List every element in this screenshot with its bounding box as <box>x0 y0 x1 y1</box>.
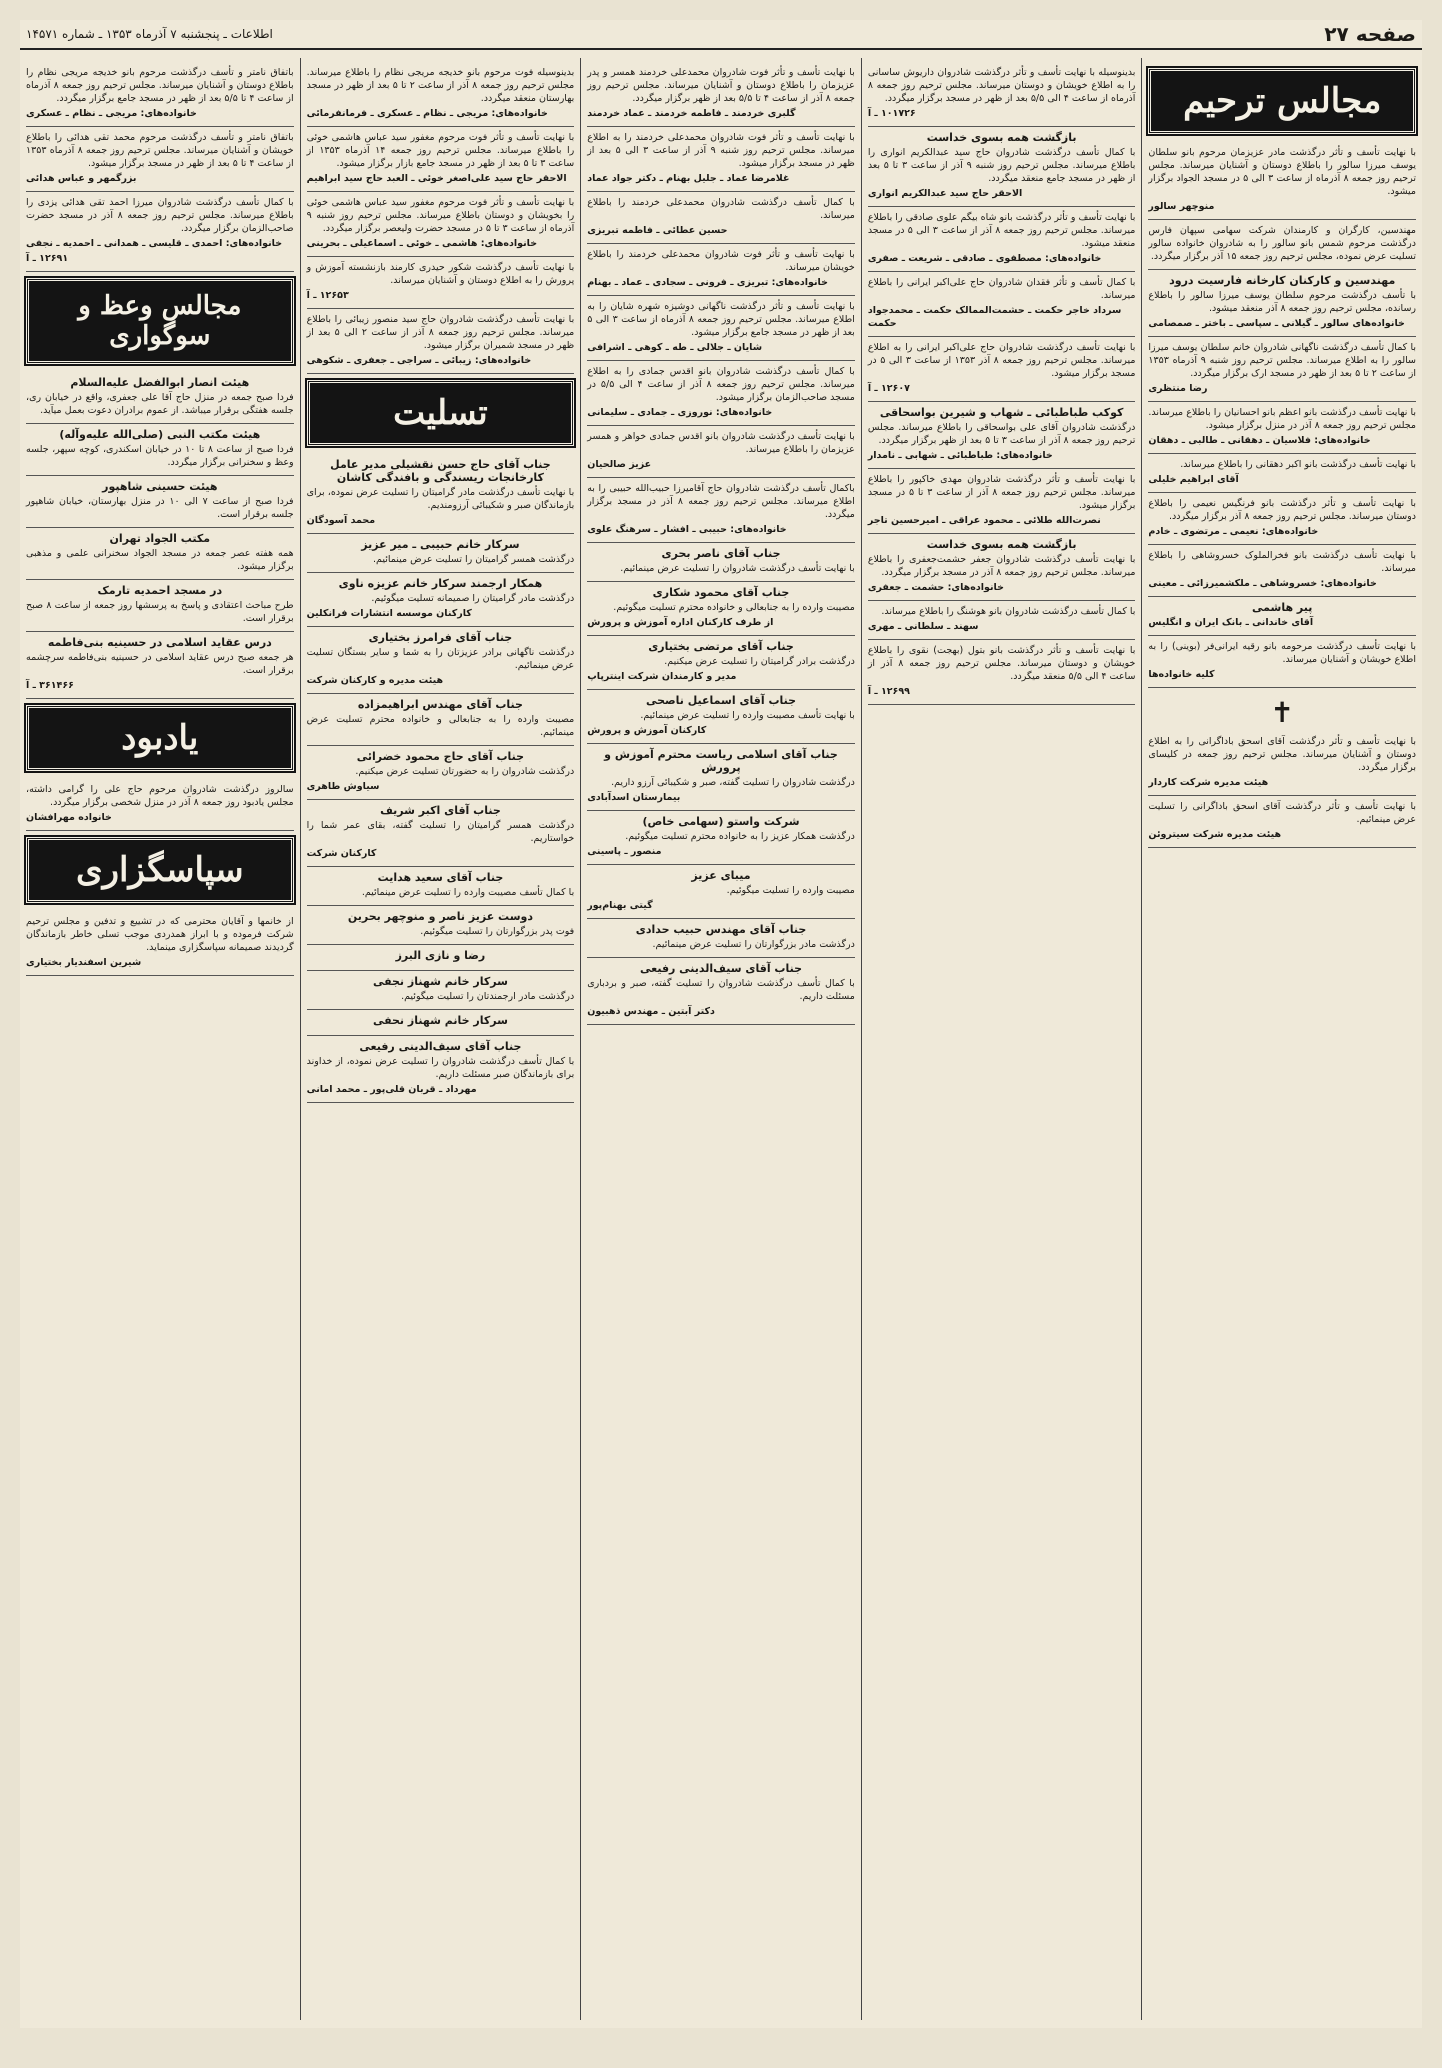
condolence-title: جناب آقای اسماعیل ناصحی <box>645 694 797 707</box>
notice <box>26 192 294 272</box>
notice <box>868 207 1136 272</box>
condolence-title: جناب آقای سعید هدایت <box>377 871 504 884</box>
notice-signature: ۱۲۶۵۳ ـ آ <box>306 290 349 301</box>
condolence-title: جناب آقای محمود شکاری <box>652 586 790 599</box>
notice-title: پیر هاشمی <box>1252 601 1313 614</box>
condolence <box>307 1010 575 1036</box>
notice <box>1148 142 1416 220</box>
notice-text: بدینوسیله با نهایت تأسف و تأثر درگذشت شادروان داریوش ساسانی را به اطلاع خویشان و دوستان میرساند. مجلس ترحیم روز جمعه ۸ آذرماه از ساعت ۴ الی ۵/۵ بعد از ظهر در مسجد برگزار میگردد. <box>867 67 1136 104</box>
notice-text: با نهایت تأسف درگذشت بانو فخرالملوک خسروشاهی را باطلاع میرساند. <box>1148 550 1416 574</box>
condolence-text: فوت پدر بزرگوارتان را تسلیت میگوئیم. <box>420 926 575 937</box>
condolence-text: درگذشت مادر گرامیتان را صمیمانه تسلیت میگوئیم. <box>371 593 575 604</box>
thanks-text: از خانمها و آقایان محترمی که در تشییع و تدفین و مجلس ترحیم شرکت فرموده و با ابراز همدردی موجب تسلی خاطر بازماندگان گردیدند صمیمانه سپاسگزاری مینماید. <box>26 916 294 953</box>
notice-signature: بزرگمهر و عباس هدائی <box>26 173 137 184</box>
condolence-signature: سیاوش طاهری <box>306 781 380 792</box>
notice-text: با نهایت تأسف درگذشت شادروان بانو اقدس جمادی خواهر و همسر عزیزمان را باطلاع میرساند. <box>587 431 855 455</box>
notice <box>307 309 575 374</box>
notice <box>307 257 575 309</box>
notice <box>587 62 855 127</box>
condolence-text: درگذشت مادر بزرگوارتان را تسلیت عرض مینمائیم. <box>652 939 855 950</box>
notice-signature: هیئت مدیره شرکت سیتروئن <box>1148 829 1282 840</box>
condolence-signature: مهرداد ـ قربان قلی‌پور ـ محمد امانی <box>306 1084 477 1095</box>
condolence-signature: هیئت مدیره و کارکنان شرکت <box>306 675 444 686</box>
notice-signature: خانواده‌های: تبریزی ـ فرونی ـ سجادی ـ عماد ـ بهنام <box>587 277 828 288</box>
condolence <box>307 694 575 746</box>
notice-text: با نهایت تأسف و تأثر درگذشت مادر عزیزمان مرحوم بانو سلطان یوسف میرزا سالور را باطلاع دوستان و آشنایان میرساند. مجلس ترحیم روز جمعه ۸ آذرماه از ساعت ۳ الی ۵ در مسجد الجواد برگزار میشود. <box>1148 147 1417 197</box>
memorial-text: سالروز درگذشت شادروان مرحوم حاج علی را گرامی داشته، مجلس یادبود روز جمعه ۸ آذر در منزل شخصی برگزار میگردد. <box>26 784 294 808</box>
condolence-title: جناب آقای سیف‌الدینی رفیعی <box>639 962 803 975</box>
condolence-title: جناب آقای فرامرز بختیاری <box>368 631 513 644</box>
condolence-text: درگذشت ناگهانی برادر عزیزتان را به شما و سایر بستگان تسلیت عرض مینمائیم. <box>306 647 575 671</box>
condolence <box>307 454 575 534</box>
banner-sepasgozari: سپاسگزاری <box>26 837 294 903</box>
notice <box>1148 731 1416 796</box>
notice-text: با نهایت تأسف درگذشت شکور حیدری کارمند بازنشسته آموزش و پرورش را به اطلاع دوستان و آشنایان میرساند. <box>306 262 575 286</box>
notice-text: بدینوسیله فوت مرحوم بانو خدیجه مریجی نظام را باطلاع میرساند. مجلس ترحیم روز جمعه ۸ آذر از ساعت ۲ تا ۵ بعد از ظهر در مسجد بهارستان منعقد میگردد. <box>306 67 575 104</box>
condolence <box>587 690 855 744</box>
memorial-notice <box>26 779 294 831</box>
sermon-code: ۳۶۱۴۶۶ ـ آ <box>26 680 74 691</box>
notice-signature: ۱۲۶۹۹ ـ آ <box>867 686 910 697</box>
notice-signature: آقای خاندانی ـ بانک ایران و انگلیس <box>1148 617 1314 628</box>
banner-yadbood: یادبود <box>26 705 294 771</box>
condolence-text: با کمال تأسف مصیبت وارده را تسلیت عرض مینمائیم. <box>361 887 575 898</box>
condolence-text: درگذشت شادروان را به حضورتان تسلیت عرض میکنیم. <box>355 766 575 777</box>
notice-signature: خانواده‌های: نوروزی ـ جمادی ـ سلیمانی <box>587 407 773 418</box>
condolence <box>587 958 855 1025</box>
notice-text: باکمال تأسف درگذشت شادروان حاج آقامیرزا حبیب‌الله حبیبی را به اطلاع میرساند. مجلس ترحیم روز جمعه ۸ آذر در مسجد برگزار میگردد. <box>587 483 855 520</box>
sermon-title: هیئت مکتب النبی (صلی‌الله علیه‌وآله) <box>59 428 261 441</box>
notice-text: مهندسین، کارگران و کارمندان شرکت سهامی سپهان فارس درگذشت مرحوم شمس بانو سالور را به شادروان خانواده سالور تسلیت عرض نموده، مجلس ترحیم روز جمعه ۱۵ آذر برگزار میگردد. <box>1148 225 1416 262</box>
notice <box>868 402 1136 469</box>
notice <box>1148 402 1416 454</box>
notice <box>868 640 1136 705</box>
notice-signature: خانواده‌های: حشمت ـ جعفری <box>867 582 1004 593</box>
notice-signature: عزیز صالحیان <box>587 459 652 470</box>
notice-text: با نهایت تأسف و تأثر فوت شادروان محمدعلی خردمند را باطلاع خویشان میرساند. <box>587 249 855 273</box>
notice-signature: خانواده‌های: احمدی ـ قلیسی ـ همدانی ـ احمدیه ـ نجفی <box>26 238 283 249</box>
notice-title: مهندسین و کارکنان کارخانه فارسیت درود <box>1169 274 1396 287</box>
notice-signature: گلبری خردمند ـ فاطمه خردمند ـ عماد خردمند <box>587 108 796 119</box>
notice-signature: رضا منتظری <box>1148 383 1208 394</box>
notice-text: با نهایت تأسف و تأثر درگذشت ناگهانی دوشیزه شهره شایان را به اطلاع میرساند. مجلس ترحیم روز جمعه ۸ آذرماه از ساعت ۳ الی ۵ بعد از ظهر در مسجد جامع برگزار میشود. <box>587 301 855 338</box>
condolence <box>587 919 855 958</box>
column-4 <box>861 58 1142 2020</box>
notice-signature: خانواده‌های: هاشمی ـ خوئی ـ اسماعیلی ـ بحرینی <box>306 238 538 249</box>
dateline: اطلاعات ـ پنجشنبه ۷ آذرماه ۱۳۵۳ ـ شماره ۱۴۵۷۱ <box>26 27 273 41</box>
condolence <box>307 534 575 573</box>
notice-title: کوکب طباطبائی ـ شهاب و شیرین بواسحاقی <box>879 406 1124 419</box>
memorial-signature: خانواده مهرافشان <box>26 812 112 823</box>
sermon-text: طرح مباحث اعتقادی و پاسخ به پرسشها روز جمعه از ساعت ۸ صبح برقرار است. <box>26 600 294 624</box>
notice <box>1148 597 1416 636</box>
condolence-title: میبای عزیز <box>691 869 751 882</box>
notice-text: با کمال تأسف درگذشت ناگهانی شادروان خانم سلطان یوسف میرزا سالور را به اطلاع میرساند. مجلس ترحیم روز شنبه ۹ آذرماه ۱۳۵۳ از ساعت ۲ تا ۵ بعد از ظهر در مسجد ارک برگزار میگردد. <box>1148 342 1416 379</box>
sermon-notice <box>26 372 294 424</box>
notice-signature: خانواده‌های: مریجی ـ نظام ـ عسکری <box>26 108 197 119</box>
notice <box>587 426 855 478</box>
sermon-notice <box>26 632 294 699</box>
notice-text: با نهایت تأسف درگذشت شادروان حاج علی‌اکبر ایرانی را به اطلاع میرساند. مجلس ترحیم روز جمعه ۸ آذر ۱۳۵۳ از ساعت ۳ الی ۵ در مسجد برگزار میشود. <box>867 342 1136 379</box>
condolence-text: درگذشت برادر گرامیتان را تسلیت عرض میکنیم. <box>664 656 855 667</box>
notice <box>587 478 855 543</box>
notice <box>587 296 855 361</box>
condolence <box>587 744 855 811</box>
notice-signature: ۱۲۶۰۷ ـ آ <box>867 383 910 394</box>
condolence-signature: مدیر و کارمندان شرکت اینترپاپ <box>587 671 737 682</box>
sermon-text: هر جمعه صبح درس عقاید اسلامی در حسینیه بنی‌فاطمه سرچشمه برقرار است. <box>26 652 294 676</box>
notice <box>26 62 294 127</box>
thanks-signature: شیرین اسفندیار بختیاری <box>26 957 142 968</box>
condolence <box>307 746 575 800</box>
notice <box>868 469 1136 534</box>
condolence-signature: کارکنان شرکت <box>306 848 377 859</box>
notice-signature: خانواده‌های: فلاسیان ـ دهقانی ـ طالبی ـ دهقان <box>1148 435 1371 446</box>
notice-text: با کمال تأسف درگذشت شادروان بانو اقدس جمادی را به اطلاع میرساند. مجلس ترحیم روز جمعه ۸ آذر از ساعت ۴ الی ۵/۵ در مسجد صاحب‌الزمان برگزار میشود. <box>587 366 855 403</box>
notice <box>868 62 1136 127</box>
notice-text: درگذشت شادروان آقای علی بواسحاقی را باطلاع میرساند. مجلس ترحیم روز جمعه ۸ آذر از ساعت ۳ تا ۵ بعد از ظهر برگزار میگردد. <box>867 422 1136 446</box>
page-number: صفحه ۲۷ <box>1324 22 1416 46</box>
condolence-text: درگذشت همسر گرامیتان را تسلیت گفته، بقای عمر شما را خواستاریم. <box>306 820 575 844</box>
condolence-text: مصیبت وارده را به جنابعالی و خانواده محترم تسلیت عرض مینمائیم. <box>306 714 575 738</box>
notice <box>868 127 1136 207</box>
condolence-title: جناب آقای حاج محمود خضرائی <box>356 750 525 763</box>
notice <box>587 244 855 296</box>
notice-signature: خانواده‌های: خسروشاهی ـ ملکشمیرزائی ـ معینی <box>1148 578 1377 589</box>
notice <box>868 534 1136 601</box>
notice-text: با نهایت تأسف و تأثر درگذشت بانو شاه بیگم علوی صادقی را باطلاع میرساند. مجلس ترحیم روز جمعه ۸ آذر از ساعت ۳ الی ۵ در مسجد منعقد میشود. <box>867 212 1136 249</box>
condolence-text: با کمال تأسف درگذشت شادروان را تسلیت عرض نموده، از خداوند برای بازماندگان صبر مسئلت داریم. <box>306 1056 575 1080</box>
notice-signature: خانواده‌های: طباطبائی ـ شهابی ـ نامدار <box>867 450 1053 461</box>
sermon-text: فردا صبح از ساعت ۷ الی ۱۰ در منزل بهارستان، خیابان شاهپور جلسه برقرار است. <box>26 496 294 520</box>
condolence-text: با نهایت تأسف مصیبت وارده را تسلیت عرض مینمائیم. <box>640 710 855 721</box>
notice-signature: هیئت مدیره شرکت کاردار <box>1148 777 1269 788</box>
notice-signature: سرداد خاجر حکمت ـ حشمت‌الممالک حکمت ـ محمدجواد حکمت <box>867 305 1122 329</box>
notice-text: با تأسف درگذشت مرحوم سلطان یوسف میرزا سالور را باطلاع رسانده، مجلس ترحیم روز جمعه ۸ آذر منعقد میشود. <box>1148 290 1416 314</box>
notice-text: با نهایت تأسف و تأثر فوت شادروان محمدعلی خردمند را به اطلاع میرساند. مجلس ترحیم روز شنبه ۹ آذر از ساعت ۳ الی ۵ بعد از ظهر در مسجد برگزار میشود. <box>587 132 855 169</box>
condolence <box>307 906 575 945</box>
column-3 <box>580 58 861 2020</box>
sermon-title: هیئت انصار ابوالفضل علیه‌السلام <box>70 376 250 389</box>
notice-signature: الاحقر حاج سید عبدالکریم انواری <box>867 188 1023 199</box>
condolence-signature: کارکنان آموزش و پرورش <box>587 725 707 736</box>
sermon-text: همه هفته عصر جمعه در مسجد الجواد سخنرانی علمی و مذهبی برگزار میشود. <box>26 548 294 572</box>
sermon-title: مکتب الجواد تهران <box>109 532 211 545</box>
condolence-title: شرکت واستو (سهامی خاص) <box>642 815 800 828</box>
notice-signature: حسین عطائی ـ فاطمه تبریزی <box>587 225 728 236</box>
sermon-title: در مسجد احمدیه تارمک <box>97 584 223 597</box>
condolence <box>307 627 575 694</box>
condolence-title: همکار ارجمند سرکار خانم عزیزه ناوی <box>338 577 543 590</box>
notice-text: با کمال تأسف درگذشت شادروان میرزا احمد تقی هدائی یزدی را باطلاع میرساند. مجلس ترحیم روز جمعه ۸ آذر در مسجد حضرت صاحب‌الزمان برگزار میگردد. <box>26 197 294 234</box>
notice <box>587 361 855 426</box>
condolence <box>587 636 855 690</box>
notice-title: بازگشت همه بسوی خداست <box>926 538 1077 551</box>
banner-tasliyat: تسلیت <box>307 380 575 446</box>
sermon-notice <box>26 528 294 580</box>
notice-signature: سهند ـ سلطانی ـ مهری <box>867 621 979 632</box>
notice <box>1148 220 1416 270</box>
notice-title: بازگشت همه بسوی خداست <box>926 131 1077 144</box>
sermon-text: فردا صبح از ساعت ۸ تا ۱۰ در خیابان اسکندری، کوچه سپهر، جلسه وعظ و سخنرانی برگزار میگردد. <box>26 444 294 468</box>
condolence-title: سرکار خانم شهناز نحفی <box>372 1014 508 1027</box>
notice-text: با نهایت تأسف درگذشت بانو اعظم بانو احسانیان را باطلاع میرساند. مجلس ترحیم روز جمعه ۸ آذر در منزل برگزار میشود. <box>1148 407 1416 431</box>
column-1 <box>20 58 300 2020</box>
condolence <box>587 543 855 582</box>
notice-text: با نهایت تأسف و تأثر فوت مرحوم مغفور سید عباس هاشمی خوئی را باطلاع میرساند. مجلس ترحیم روز جمعه ۱۴ آذرماه ۱۳۵۳ از ساعت ۳ تا ۵ بعد از ظهر در مسجد جامع بازار برگزار میشود. <box>306 132 575 169</box>
condolence <box>587 865 855 919</box>
notice <box>868 337 1136 402</box>
page-header <box>20 20 1422 50</box>
notice-signature: الاحقر حاج سید علی‌اصغر خوئی ـ العبد حاج سید ابراهیم <box>306 173 567 184</box>
condolence-signature: بیمارستان اسدآبادی <box>587 792 681 803</box>
condolence-title: دوست عزیز ناصر و منوچهر بحرین <box>347 910 533 923</box>
notice-signature: خانواده‌های: زیبائی ـ سراجی ـ جعفری ـ شکوهی <box>306 355 532 366</box>
banner-majales-tarhim: مجالس ترحیم <box>1148 68 1416 134</box>
sermon-title: هیئت حسینی شاهپور <box>102 480 218 493</box>
notice-signature: شایان ـ جلالی ـ طه ـ کوهی ـ اشرافی <box>587 342 763 353</box>
notice <box>307 62 575 127</box>
condolence-title: جناب آقای سیف‌الدینی رفیعی <box>359 1040 522 1053</box>
notice-text: با نهایت تأسف و تأثر درگذشت بانو فرنگیس نعیمی را باطلاع دوستان میرساند. مجلس ترحیم روز جمعه ۸ آذر برگزار میگردد. <box>1148 498 1416 522</box>
notice-text: با کمال تأسف درگذشت شادروان محمدعلی خردمند را باطلاع میرساند. <box>587 197 855 221</box>
sermon-text: فردا صبح جمعه در منزل حاج آقا علی جعفری، واقع در خیابان ری، جلسه هفتگی برقرار میباشد. از عموم برادران دعوت بعمل میآید. <box>26 392 294 416</box>
condolence-signature: گیتی بهنام‌پور <box>587 900 653 911</box>
condolence-signature: دکتر آبتین ـ مهندس ذهبیون <box>587 1006 715 1017</box>
notice <box>1148 270 1416 337</box>
condolence-signature: کارکنان موسسه انتشارات فرانکلین <box>306 608 472 619</box>
notice-text: با کمال تأسف درگذشت شادروان بانو هوشنگ را باطلاع میرساند. <box>881 606 1136 617</box>
condolence <box>587 811 855 865</box>
thanks-notice <box>26 911 294 976</box>
condolence <box>307 573 575 627</box>
condolence-signature: منصور ـ پاسینی <box>587 846 662 857</box>
notice-text: با نهایت تأسف درگذشت مرحومه بانو رقیه ایرانی‌فر (بوینی) را به اطلاع خویشان و آشنایان میرساند. <box>1148 641 1416 665</box>
notice <box>868 601 1136 640</box>
condolence <box>307 971 575 1010</box>
condolence <box>307 800 575 867</box>
notice-text: با کمال تأسف و تأثر فقدان شادروان حاج علی‌اکبر ایرانی را باطلاع میرساند. <box>867 277 1136 301</box>
notice <box>868 272 1136 337</box>
columns <box>20 58 1422 2020</box>
condolence-title: جناب آقای اسلامی ریاست محترم آموزش و پرورش <box>604 748 838 774</box>
condolence-title: جناب آقای حاج حسن نقشیلی مدیر عامل کارخانجات ریسندگی و بافندگی کاشان <box>330 458 551 484</box>
condolence-title: جناب آقای مهندس حبیب حدادی <box>635 923 807 936</box>
notice-signature: خانواده‌های: حبیبی ـ افشار ـ سرهنگ علوی <box>587 524 787 535</box>
column-2 <box>300 58 581 2020</box>
column-5 <box>1141 58 1422 2020</box>
notice <box>307 192 575 257</box>
condolence-text: مصیبت وارده را تسلیت میگوئیم. <box>726 885 855 896</box>
notice-signature: خانواده‌های: مریجی ـ نظام ـ عسکری ـ فرمانفرمائی <box>306 108 548 119</box>
condolence-title: جناب آقای اکبر شریف <box>380 804 501 817</box>
notice-text: با نهایت تأسف و تأثر فوت شادروان محمدعلی خردمند همسر و پدر عزیزمان را باطلاع دوستان و آشنایان میرساند. مجلس ترحیم روز جمعه ۸ آذر از ساعت ۴ تا ۵/۵ بعد از ظهر برگزار میگردد. <box>587 67 855 104</box>
notice-signature: غلامرضا عماد ـ جلیل بهنام ـ دکتر جواد عماد <box>587 173 790 184</box>
condolence-text: با نهایت تأسف درگذشت شادروان را تسلیت عرض مینمائیم. <box>620 563 855 574</box>
condolence-title: جناب آقای مرتضی بختیاری <box>648 640 794 653</box>
condolence-signature: محمد آسودگان <box>306 515 376 526</box>
condolence-text: مصیبت وارده را به جنابعالی و خانواده محترم تسلیت میگوئیم. <box>613 602 855 613</box>
notice-text: با نهایت تأسف درگذشت بانو اکبر دهقانی را باطلاع میرساند. <box>1180 459 1416 470</box>
notice-text: باتفاق نامتر و تأسف درگذشت مرحوم بانو خدیجه مریجی نظام را باطلاع دوستان و آشنایان میرساند. مجلس ترحیم روز جمعه ۸ آذرماه از ساعت ۴ تا ۵/۵ بعد از ظهر در مسجد جامع برگزار میگردد. <box>26 67 294 104</box>
notice <box>26 127 294 192</box>
notice-text: با نهایت تأسف و تأثر فوت مرحوم مغفور سید عباس هاشمی خوئی را بخویشان و دوستان باطلاع میرساند. مجلس ترحیم روز شنبه ۹ آذرماه از ساعت ۳ تا ۵ در مسجد حضرت ولیعصر برگزار میگردد. <box>306 197 575 234</box>
notice <box>587 127 855 192</box>
condolence-text: درگذشت مادر ارجمندتان را تسلیت میگوئیم. <box>401 991 575 1002</box>
notice-signature: خانواده‌های: نعیمی ـ مرتضوی ـ خادم <box>1148 526 1319 537</box>
notice <box>1148 493 1416 545</box>
notice-text: با نهایت تأسف و تأثر درگذشت شادروان مهدی خاکپور را باطلاع میرساند. مجلس ترحیم روز جمعه ۸ آذر از ساعت ۳ تا ۵ در مسجد برگزار میشود. <box>867 474 1136 511</box>
notice-text: باتفاق نامتر و تأسف درگذشت مرحوم محمد تقی هدائی را باطلاع خویشان و آشنایان میرساند. مجلس ترحیم روز جمعه ۸ آذرماه ۱۳۵۳ از ساعت ۴ تا ۵ بعد از ظهر در مسجد برگزار میشود. <box>26 132 294 169</box>
condolence-text: درگذشت همکار عزیز را به خانواده محترم تسلیت میگوئیم. <box>625 831 855 842</box>
notice-signature: کلیه خانواده‌ها <box>1148 669 1215 680</box>
notice-text: با نهایت تأسف و تأثر درگذشت آقای اسحق باداگرانی را به اطلاع دوستان و آشنایان میرساند. مجلس ترحیم روز جمعه در کلیسای برگزار میگردد. <box>1148 736 1416 773</box>
sermon-notice <box>26 580 294 632</box>
notice-signature: خانواده‌های سالور ـ گیلانی ـ سپاسی ـ باختر ـ صمصامی <box>1148 318 1405 329</box>
condolence-text: درگذشت شادروان را تسلیت گفته، صبر و شکیبائی آرزو داریم. <box>611 777 855 788</box>
condolence-title: سرکار خانم حبیبی ـ میر عزیز <box>361 538 520 551</box>
condolence <box>307 867 575 906</box>
notice-text: با نهایت تأسف و تأثر درگذشت آقای اسحق باداگرانی را تسلیت عرض مینمائیم. <box>1148 801 1416 825</box>
notice-code: ۱۲۶۹۱ ـ آ <box>26 253 69 264</box>
notice <box>1148 337 1416 402</box>
notice-text: با کمال تأسف درگذشت شادروان حاج سید عبدالکریم انواری را باطلاع میرساند. مجلس ترحیم روز شنبه ۹ آذر از ساعت ۳ تا ۵ بعد از ظهر در مسجد جامع منعقد میگردد. <box>867 147 1136 184</box>
notice <box>1148 545 1416 597</box>
condolence-title: جناب آقای ناصر بحری <box>661 547 781 560</box>
notice-signature: آقای ابراهیم خلیلی <box>1148 474 1239 485</box>
condolence-title: جناب آقای مهندس ابراهیمزاده <box>357 698 523 711</box>
notice-signature: خانواده‌های: مصطفوی ـ صادقی ـ شریعت ـ صفری <box>867 253 1102 264</box>
condolence <box>307 1036 575 1103</box>
cross-icon: ✝ <box>1270 696 1294 729</box>
notice-text: با نهایت تأسف درگذشت شادروان حاج سید منصور زیبائی را باطلاع میرساند. مجلس ترحیم روز جمعه ۸ آذر از ساعت ۲ الی ۵ بعد از ظهر در مسجد شمیران برگزار میشود. <box>306 314 575 351</box>
condolence-signature: از طرف کارکنان اداره آموزش و پرورش <box>587 617 774 628</box>
newspaper-page <box>20 20 1422 2028</box>
condolence-text: درگذشت همسر گرامیتان را تسلیت عرض مینمائیم. <box>373 554 575 565</box>
notice <box>307 127 575 192</box>
notice-signature: ۱۰۱۷۲۶ ـ آ <box>867 108 916 119</box>
sermon-notice <box>26 476 294 528</box>
notice <box>1148 454 1416 493</box>
condolence <box>587 582 855 636</box>
banner-majales-vaz: مجالس وعظ و سوگواری <box>26 278 294 364</box>
notice-text: با نهایت تأسف درگذشت شادروان جعفر حشمت‌جعفری را باطلاع میرساند. مجلس ترحیم روز جمعه ۸ آذر در مسجد برگزار میگردد. <box>867 554 1136 578</box>
sermon-title: درس عقاید اسلامی در حسینیه بنی‌فاطمه <box>47 636 272 649</box>
condolence <box>307 945 575 971</box>
notice-signature: منوچهر سالور <box>1148 201 1215 212</box>
notice-text: با نهایت تأسف و تأثر درگذشت بانو بتول (بهجت) نقوی را باطلاع خویشان و دوستان میرساند. مجلس ترحیم روز جمعه ۸ آذر از ساعت ۴ الی ۵/۵ منعقد میگردد. <box>867 645 1136 682</box>
condolence-title: سرکار خانم شهناز نجفی <box>372 975 508 988</box>
condolence-title: رضا و نازی البرز <box>395 949 486 962</box>
condolence-text: با کمال تأسف درگذشت شادروان را تسلیت گفته، صبر و بردباری مسئلت داریم. <box>587 978 855 1002</box>
condolence-text: با نهایت تأسف درگذشت مادر گرامیتان را تسلیت عرض نموده، برای بازماندگان صبر و شکیبائی آرزومندیم. <box>306 487 575 511</box>
notice-signature: نصرت‌الله طلائی ـ محمود عراقی ـ امیرحسین تاجر <box>867 515 1101 526</box>
notice <box>1148 796 1416 848</box>
sermon-notice <box>26 424 294 476</box>
notice <box>1148 636 1416 688</box>
notice <box>587 192 855 244</box>
